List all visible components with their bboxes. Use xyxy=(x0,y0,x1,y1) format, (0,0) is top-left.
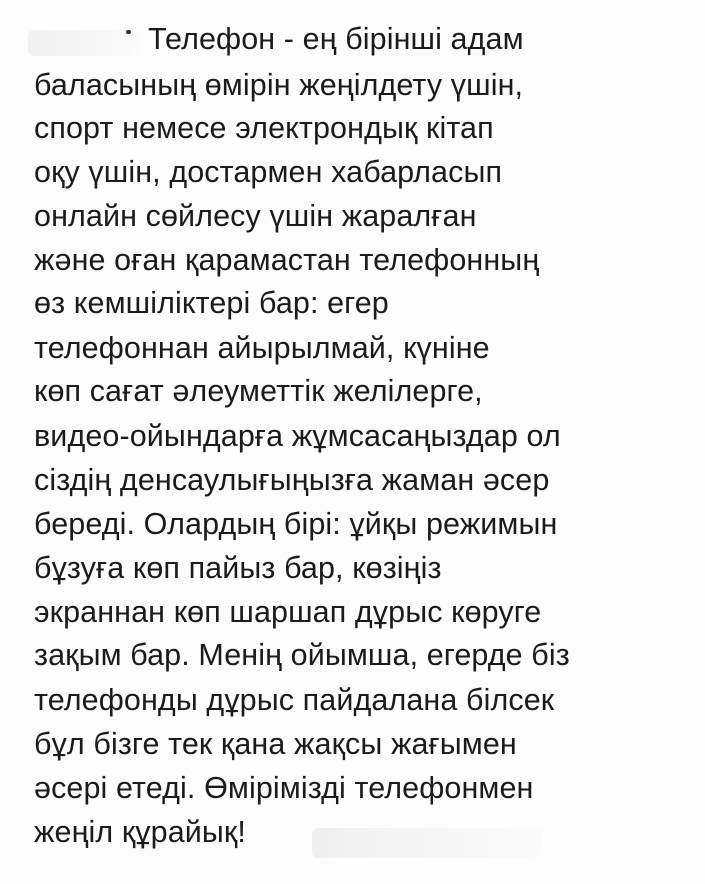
text-line: бұл бізге тек қана жақсы жағымен xyxy=(34,727,517,761)
text-line: жеңіл құрайық! xyxy=(34,815,246,849)
text-line: оқу үшін, достармен хабарласып xyxy=(34,155,503,189)
text-line: экраннан көп шаршап дұрыс көруге xyxy=(34,595,542,629)
text-line: телефонды дұрыс пайдалана білсек xyxy=(34,683,555,717)
text-line: Телефон - ең бірінші адам xyxy=(148,22,524,56)
text-line: және оған қарамастан телефонның xyxy=(34,243,540,277)
text-line: телефоннан айырылмай, күніне xyxy=(34,331,490,365)
faded-area xyxy=(312,828,542,858)
text-line: сіздің денсаулығыңызға жаман әсер xyxy=(34,463,550,497)
faded-area xyxy=(28,30,140,56)
ink-mark xyxy=(126,30,131,34)
text-line: видео-ойындарға жұмсасаңыздар ол xyxy=(34,419,561,453)
text-line: зақым бар. Менің ойымша, егерде біз xyxy=(34,638,570,672)
text-line: әсері етеді. Өмірімізді телефонмен xyxy=(34,771,534,805)
text-line: бұзуға көп пайыз бар, көзіңіз xyxy=(34,551,442,585)
text-line: береді. Олардың бірі: ұйқы режимын xyxy=(34,507,558,541)
text-line: өз кемшіліктері бар: егер xyxy=(34,286,389,320)
text-line: спорт немесе электрондық кітап xyxy=(34,111,494,145)
text-line: онлайн сөйлесу үшін жаралған xyxy=(34,199,477,233)
text-line: көп сағат әлеуметтік желілерге, xyxy=(34,374,483,408)
text-line: баласының өмірін жеңілдету үшін, xyxy=(34,68,524,102)
